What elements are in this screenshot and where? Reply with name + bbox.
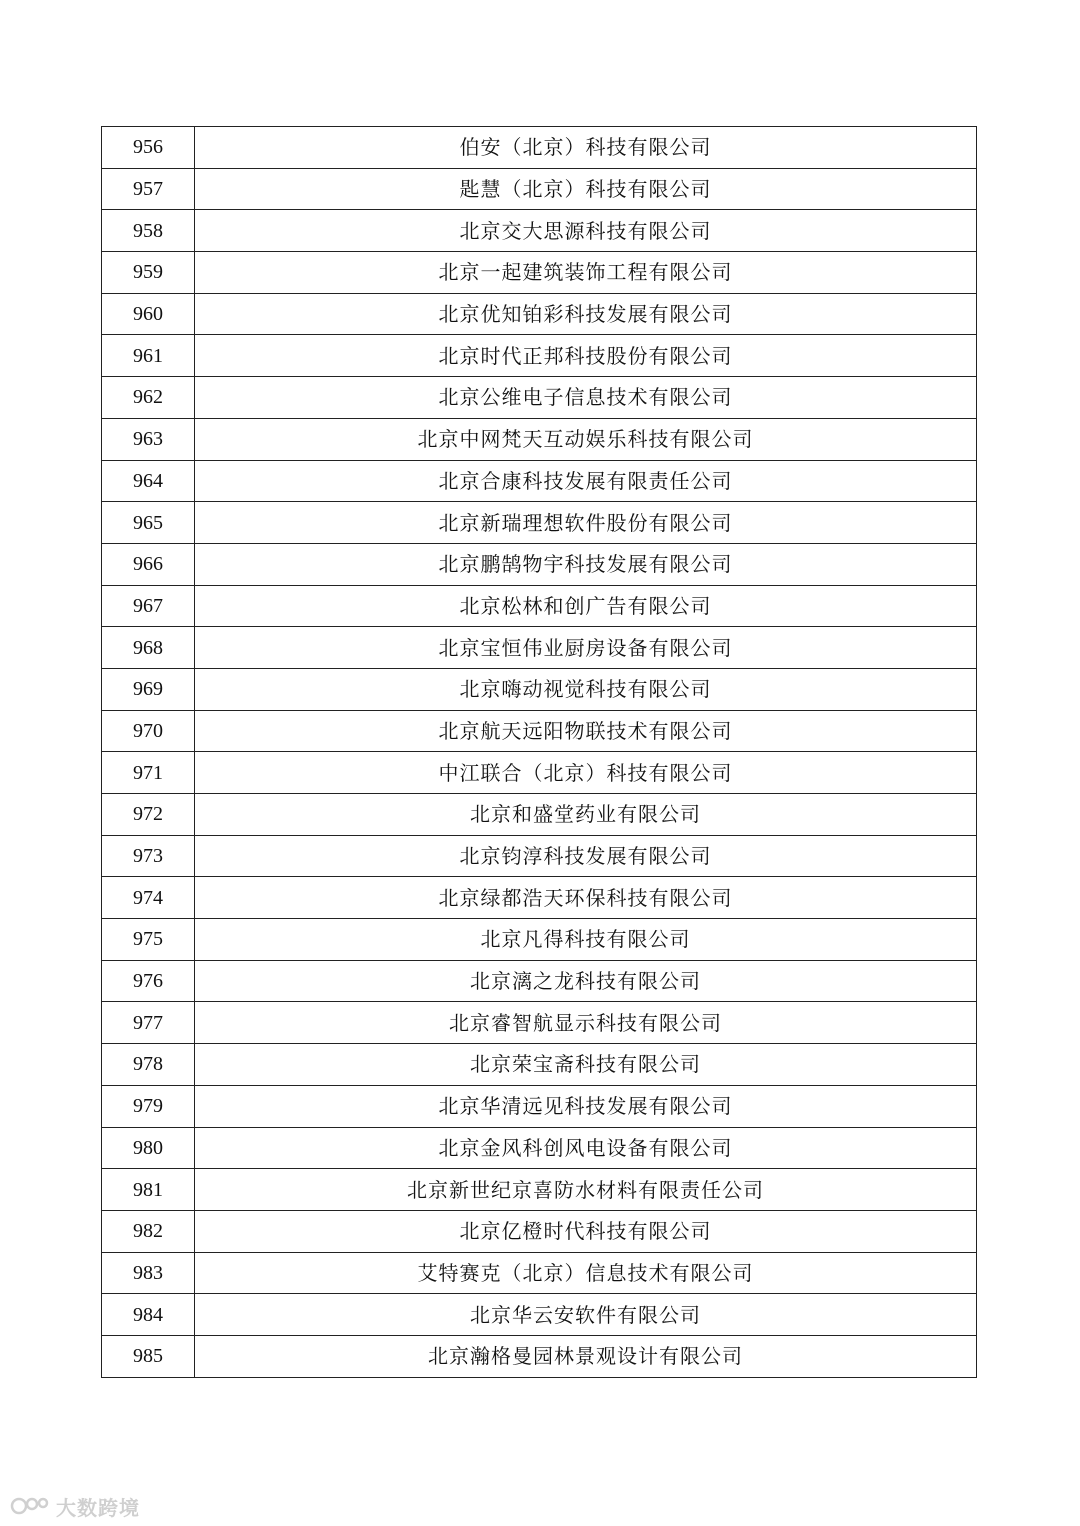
table-row	[102, 960, 977, 1002]
company-name: 北京钧淳科技发展有限公司	[195, 835, 977, 877]
company-name: 北京优知铂彩科技发展有限公司	[195, 293, 977, 335]
company-name: 北京中网梵天互动娱乐科技有限公司	[195, 418, 977, 460]
table-row	[102, 877, 977, 919]
row-number: 974	[102, 877, 195, 919]
company-list-table	[101, 126, 977, 1378]
table-row	[102, 418, 977, 460]
company-name: 北京漓之龙科技有限公司	[195, 960, 977, 1002]
row-number: 981	[102, 1169, 195, 1211]
table-row	[102, 293, 977, 335]
company-name: 北京瀚格曼园林景观设计有限公司	[195, 1335, 977, 1377]
row-number: 963	[102, 418, 195, 460]
row-number: 975	[102, 919, 195, 961]
row-number: 985	[102, 1335, 195, 1377]
row-number: 958	[102, 210, 195, 252]
company-name: 北京凡得科技有限公司	[195, 919, 977, 961]
table-row	[102, 919, 977, 961]
company-name: 北京金风科创风电设备有限公司	[195, 1127, 977, 1169]
table-row	[102, 1252, 977, 1294]
row-number: 968	[102, 627, 195, 669]
company-name: 北京新世纪京喜防水材料有限责任公司	[195, 1169, 977, 1211]
table-row	[102, 377, 977, 419]
table-row	[102, 1169, 977, 1211]
company-name: 中江联合（北京）科技有限公司	[195, 752, 977, 794]
table-row	[102, 127, 977, 169]
row-number: 957	[102, 168, 195, 210]
row-number: 983	[102, 1252, 195, 1294]
table-row	[102, 168, 977, 210]
row-number: 976	[102, 960, 195, 1002]
table-row	[102, 543, 977, 585]
company-name: 北京和盛堂药业有限公司	[195, 794, 977, 836]
row-number: 977	[102, 1002, 195, 1044]
table-row	[102, 1335, 977, 1377]
row-number: 971	[102, 752, 195, 794]
table-row	[102, 460, 977, 502]
company-name: 北京嗨动视觉科技有限公司	[195, 668, 977, 710]
table-row	[102, 1085, 977, 1127]
row-number: 964	[102, 460, 195, 502]
row-number: 959	[102, 252, 195, 294]
table-row	[102, 1044, 977, 1086]
table-row	[102, 1294, 977, 1336]
table-row	[102, 794, 977, 836]
row-number: 960	[102, 293, 195, 335]
table-row	[102, 585, 977, 627]
table-row	[102, 502, 977, 544]
company-name: 北京绿都浩天环保科技有限公司	[195, 877, 977, 919]
table-row	[102, 210, 977, 252]
brand-logo-icon	[10, 1494, 50, 1518]
table-row	[102, 1002, 977, 1044]
row-number: 962	[102, 377, 195, 419]
watermark-text: 大数跨境	[56, 1495, 140, 1520]
company-name: 北京交大思源科技有限公司	[195, 210, 977, 252]
company-name: 北京睿智航显示科技有限公司	[195, 1002, 977, 1044]
company-name: 艾特赛克（北京）信息技术有限公司	[195, 1252, 977, 1294]
company-name: 北京合康科技发展有限责任公司	[195, 460, 977, 502]
row-number: 967	[102, 585, 195, 627]
row-number: 966	[102, 543, 195, 585]
row-number: 982	[102, 1210, 195, 1252]
row-number: 973	[102, 835, 195, 877]
company-name: 北京新瑞理想软件股份有限公司	[195, 502, 977, 544]
company-name: 匙慧（北京）科技有限公司	[195, 168, 977, 210]
table-row	[102, 335, 977, 377]
table-row	[102, 668, 977, 710]
table-row	[102, 627, 977, 669]
company-name: 北京华云安软件有限公司	[195, 1294, 977, 1336]
row-number: 961	[102, 335, 195, 377]
company-name: 北京一起建筑装饰工程有限公司	[195, 252, 977, 294]
company-name: 北京鹏鹄物宇科技发展有限公司	[195, 543, 977, 585]
row-number: 980	[102, 1127, 195, 1169]
table-row	[102, 710, 977, 752]
row-number: 979	[102, 1085, 195, 1127]
table-row	[102, 1210, 977, 1252]
row-number: 978	[102, 1044, 195, 1086]
row-number: 965	[102, 502, 195, 544]
table-row	[102, 1127, 977, 1169]
table-row	[102, 752, 977, 794]
watermark	[10, 1490, 140, 1522]
company-name: 北京松林和创广告有限公司	[195, 585, 977, 627]
company-name: 北京公维电子信息技术有限公司	[195, 377, 977, 419]
table-row	[102, 835, 977, 877]
table-row	[102, 252, 977, 294]
row-number: 984	[102, 1294, 195, 1336]
company-name: 北京亿橙时代科技有限公司	[195, 1210, 977, 1252]
company-name: 伯安（北京）科技有限公司	[195, 127, 977, 169]
company-name: 北京时代正邦科技股份有限公司	[195, 335, 977, 377]
company-name: 北京宝恒伟业厨房设备有限公司	[195, 627, 977, 669]
row-number: 972	[102, 794, 195, 836]
row-number: 969	[102, 668, 195, 710]
company-name: 北京华清远见科技发展有限公司	[195, 1085, 977, 1127]
row-number: 956	[102, 127, 195, 169]
row-number: 970	[102, 710, 195, 752]
company-name: 北京航天远阳物联技术有限公司	[195, 710, 977, 752]
table-body	[102, 127, 977, 1378]
company-name: 北京荣宝斋科技有限公司	[195, 1044, 977, 1086]
